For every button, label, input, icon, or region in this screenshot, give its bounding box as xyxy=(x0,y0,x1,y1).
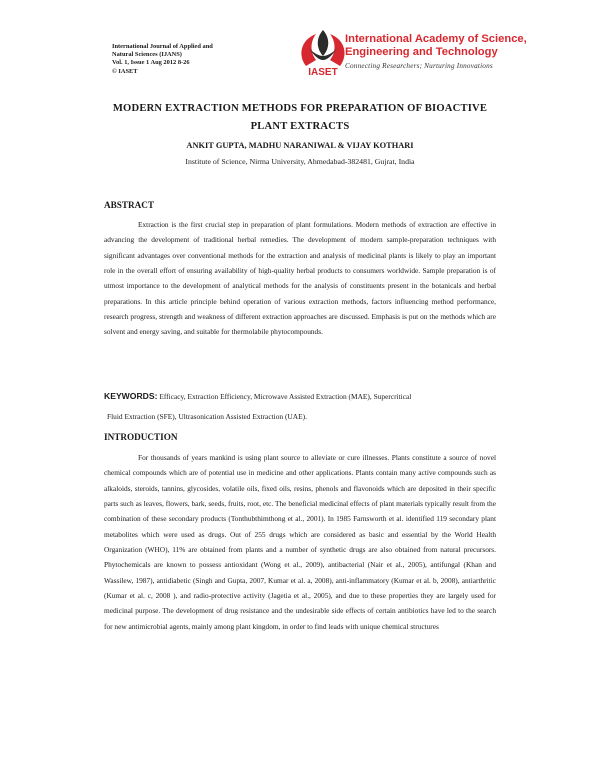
paper-title xyxy=(80,100,520,136)
affiliation: Institute of Science, Nirma University, Ahmedabad-382481, Gujrat, India xyxy=(185,157,415,166)
keywords-line2: Fluid Extraction (SFE), Ultrasonication Assisted Extraction (UAE). xyxy=(107,412,307,421)
abstract-heading: ABSTRACT xyxy=(104,200,155,210)
keywords-label: KEYWORDS: xyxy=(104,391,158,401)
journal-info xyxy=(112,43,252,76)
abstract-text: Extraction is the first crucial step in preparation of plant formulations. Modern methods of extraction are effective in advancing the development of traditional herbal remedies. The development of modern sample-preparation techniques with significant advantages over conventional methods for the extraction and analysis of medicinal plants is likely to play an important role in the overall effort of ensuring availability of high-quality herbal products to consumers worldwide. Sample preparation is of utmost importance to the development of analytical methods for the analysis of constituents present in the botanicals and herbal preparations. In this article principle behind operation of various extraction methods, factors influencing method performance, research progress, strength and weakness of different extraction approaches are discussed. Emphasis is put on the methods which are solvent and energy saving, and suitable for thermolabile phytocompounds. xyxy=(104,220,496,337)
title-line: MODERN EXTRACTION METHODS FOR PREPARATION OF BIOACTIVE xyxy=(112,103,488,114)
org-brand xyxy=(345,33,555,70)
introduction-heading: INTRODUCTION xyxy=(104,432,178,442)
introduction-text: For thousands of years mankind is using plant source to alleviate or cure illnesses. Plants constitute a source of novel chemical compounds which are of potential use in medicine and other applications. Plants contain many active compounds such as alkaloids, steroids, tannins, glycosides, volatile oils, fixed oils, resins, phenols and flavonoids which are deposited in their specific parts such as leaves, flowers, bark, seeds, fruits, root, etc. The beneficial medicinal effects of plant materials typically result from the combination of these secondary products (Tonthubthimthong et al., 2001). In 1985 Farnsworth et al. identified 119 secondary plant metabolites which were used as drugs. Out of 255 drugs which are considered as basic and essential by the World Health Organization (WHO), 11% are obtained from plants and a number of synthetic drugs are also obtained from natural precursors. Phytochemicals are known to possess antioxidant (Wong et al., 2009), antibacterial (Nair et al., 2005), antifungal (Khan and Wassilew, 1987), antidiabetic (Singh and Gupta, 2007, Kumar et al. a, 2008), anti-inflammatory (Kumar et al. b, 2008), antiarthritic (Kumar et al. c, 2008 ), and radio-protective activity (Jagetia et al., 2005), and due to these properties they are largely used for medicinal purpose. The development of drug resistance and the undesirable side effects of certain antibiotics have led to the search for new antimicrobial agents, mainly among plant kingdom, in order to find leads with unique chemical structures xyxy=(104,453,496,631)
introduction-body xyxy=(104,450,496,634)
org-name-line2: Engineering and Technology xyxy=(345,46,498,58)
abstract-body xyxy=(104,217,496,340)
keywords-line1: Efficacy, Extraction Efficiency, Microwave Assisted Extraction (MAE), Supercritical xyxy=(157,392,412,401)
iaset-logo xyxy=(294,26,352,82)
keywords xyxy=(104,386,500,427)
journal-line: Vol. 1, Issue 1 Aug 2012 8-26 xyxy=(112,59,190,67)
org-name-line1: International Academy of Science, xyxy=(345,33,527,45)
org-tagline: Connecting Researchers; Nurturing Innovations xyxy=(345,62,493,70)
keywords-line xyxy=(104,386,500,407)
journal-line: International Journal of Applied and xyxy=(112,43,213,50)
logo-text: IASET xyxy=(308,67,338,78)
journal-line: © IASET xyxy=(112,67,138,75)
title-line: PLANT EXTRACTS xyxy=(250,121,350,132)
journal-line: Natural Sciences (IJANS) xyxy=(112,51,182,59)
authors: ANKIT GUPTA, MADHU NARANIWAL & VIJAY KOTHARI xyxy=(186,141,414,150)
